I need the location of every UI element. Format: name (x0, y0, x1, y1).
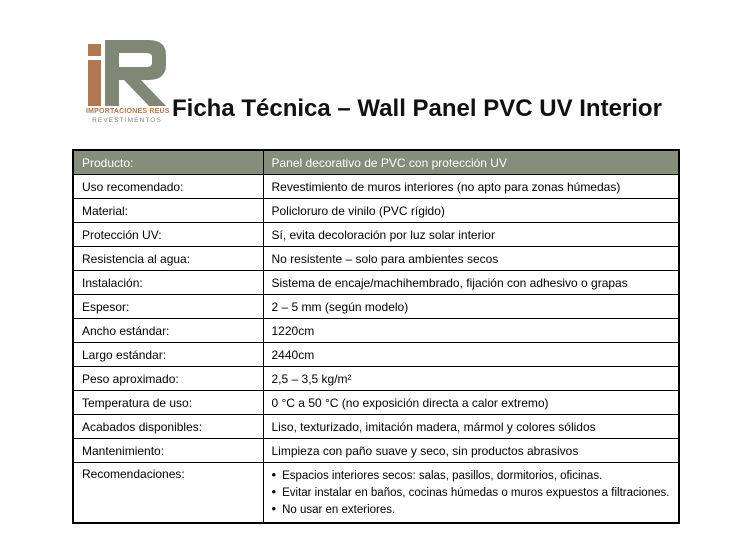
spec-value (263, 463, 679, 524)
table-row (73, 319, 679, 343)
table-row (73, 271, 679, 295)
spec-value: 0 °C a 50 °C (no exposición directa a calor extremo) (263, 391, 679, 415)
table-row (73, 439, 679, 463)
table-row (73, 391, 679, 415)
spec-label: Acabados disponibles: (73, 415, 263, 439)
brand-subtitle: REVESTIMENTOS (92, 117, 162, 124)
table-row (73, 415, 679, 439)
spec-value: No resistente – solo para ambientes secos (263, 247, 679, 271)
table-row-recommendations (73, 463, 679, 524)
spec-label: Mantenimiento: (73, 439, 263, 463)
spec-label: Temperatura de uso: (73, 391, 263, 415)
table-row (73, 175, 679, 199)
spec-value: Limpieza con paño suave y seco, sin productos abrasivos (263, 439, 679, 463)
table-row (73, 247, 679, 271)
company-logo (86, 40, 168, 125)
spec-label: Material: (73, 199, 263, 223)
spec-value: Revestimiento de muros interiores (no apto para zonas húmedas) (263, 175, 679, 199)
list-item: • Espacios interiores secos: salas, pasillos, dormitorios, oficinas. (272, 467, 671, 484)
table-row (73, 199, 679, 223)
spec-label: Espesor: (73, 295, 263, 319)
spec-table (72, 149, 680, 524)
table-row (73, 223, 679, 247)
spec-label: Instalación: (73, 271, 263, 295)
spec-label: Uso recomendado: (73, 175, 263, 199)
brand-name-main: IMPORTACIONES (86, 108, 148, 115)
header-value-cell: Panel decorativo de PVC con protección UV (263, 150, 679, 175)
table-row (73, 343, 679, 367)
spec-label: Peso aproximado: (73, 367, 263, 391)
page-title: Ficha Técnica – Wall Panel PVC UV Interior (172, 95, 662, 122)
spec-value: 2,5 – 3,5 kg/m² (263, 367, 679, 391)
spec-value: Policloruro de vinilo (PVC rígido) (263, 199, 679, 223)
brand-name (86, 108, 168, 116)
spec-label: Resistencia al agua: (73, 247, 263, 271)
header-label-cell: Producto: (73, 150, 263, 175)
spec-label: Recomendaciones: (73, 463, 263, 524)
spec-value: Liso, texturizado, imitación madera, mármol y colores sólidos (263, 415, 679, 439)
table-row (73, 295, 679, 319)
list-item: • No usar en exteriores. (272, 501, 671, 518)
list-item: • Evitar instalar en baños, cocinas húmedas o muros expuestos a filtraciones. (272, 484, 671, 501)
brand-name-emphasis: REUS (149, 108, 170, 115)
spec-label: Protección UV: (73, 223, 263, 247)
ir-logo-icon (88, 40, 166, 106)
spec-value: 2440cm (263, 343, 679, 367)
spec-value: 2 – 5 mm (según modelo) (263, 295, 679, 319)
spec-label: Ancho estándar: (73, 319, 263, 343)
spec-value: 1220cm (263, 319, 679, 343)
table-header-row (73, 150, 679, 175)
spec-value: Sistema de encaje/machihembrado, fijación con adhesivo o grapas (263, 271, 679, 295)
spec-label: Largo estándar: (73, 343, 263, 367)
table-row (73, 367, 679, 391)
spec-value: Sí, evita decoloración por luz solar interior (263, 223, 679, 247)
